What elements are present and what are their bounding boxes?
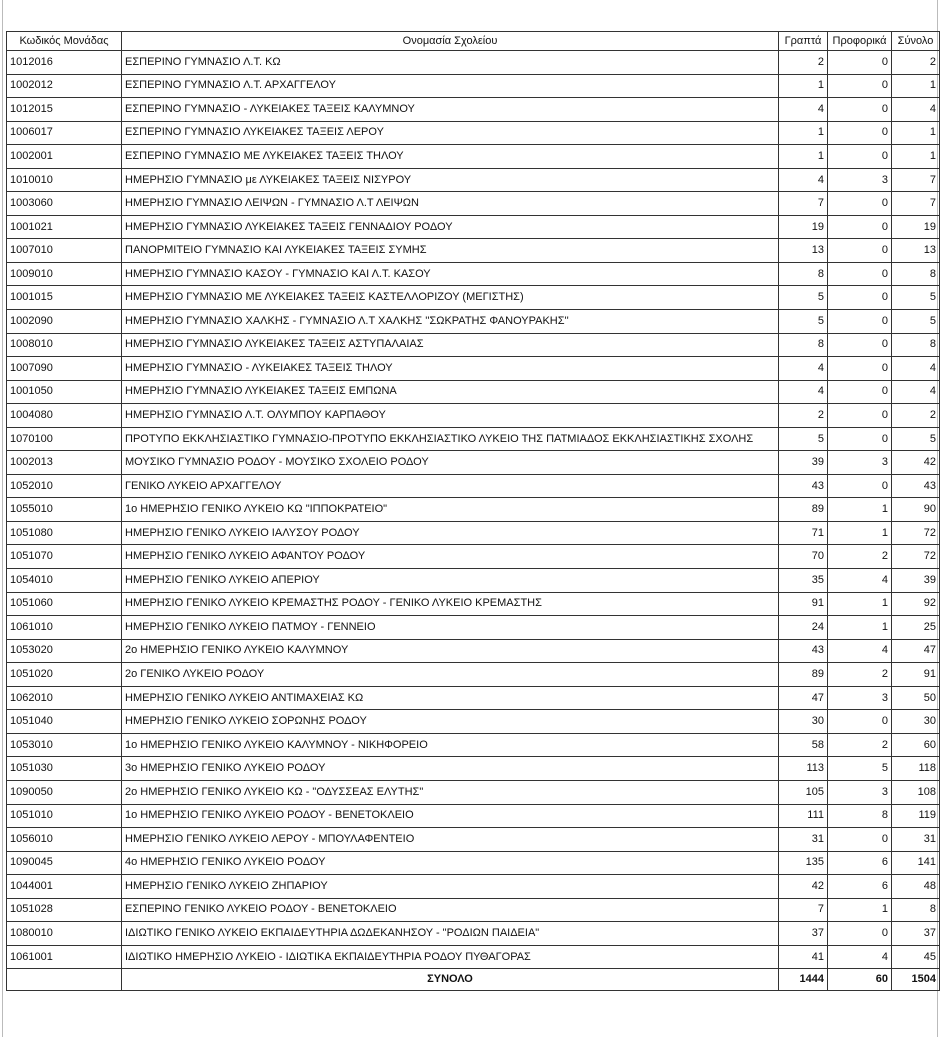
- cell-oral: 8: [828, 804, 892, 828]
- cell-total: 1: [892, 145, 940, 169]
- cell-total: 1: [892, 74, 940, 98]
- cell-school-name: ΠΑΝΟΡΜΙΤΕΙΟ ΓΥΜΝΑΣΙΟ ΚΑΙ ΛΥΚΕΙΑΚΕΣ ΤΑΞΕΙΣ ΣΥΜΗΣ: [122, 239, 779, 263]
- cell-code: 1051060: [7, 592, 122, 616]
- cell-written: 71: [779, 521, 828, 545]
- cell-written: 13: [779, 239, 828, 263]
- cell-code: 1002012: [7, 74, 122, 98]
- table-row: [7, 710, 940, 734]
- cell-school-name: ΙΔΙΩΤΙΚΟ ΓΕΝΙΚΟ ΛΥΚΕΙΟ ΕΚΠΑΙΔΕΥΤΗΡΙΑ ΔΩΔΕΚΑΝΗΣΟΥ - "ΡΟΔΙΩΝ ΠΑΙΔΕΙΑ": [122, 922, 779, 946]
- cell-school-name: ΗΜΕΡΗΣΙΟ ΓΕΝΙΚΟ ΛΥΚΕΙΟ ΖΗΠΑΡΙΟΥ: [122, 875, 779, 899]
- cell-oral: 3: [828, 686, 892, 710]
- cell-school-name: 1ο ΗΜΕΡΗΣΙΟ ΓΕΝΙΚΟ ΛΥΚΕΙΟ ΚΑΛΥΜΝΟΥ - ΝΙΚΗΦΟΡΕΙΟ: [122, 733, 779, 757]
- cell-oral: 1: [828, 616, 892, 640]
- cell-written: 24: [779, 616, 828, 640]
- table-row: [7, 286, 940, 310]
- cell-written: 2: [779, 51, 828, 75]
- cell-code: 1002001: [7, 145, 122, 169]
- table-row: [7, 545, 940, 569]
- cell-code: 1051080: [7, 521, 122, 545]
- cell-total: 60: [892, 733, 940, 757]
- cell-school-name: ΕΣΠΕΡΙΝΟ ΓΥΜΝΑΣΙΟ ΛΥΚΕΙΑΚΕΣ ΤΑΞΕΙΣ ΛΕΡΟΥ: [122, 121, 779, 145]
- table-row: [7, 121, 940, 145]
- table-row: [7, 757, 940, 781]
- cell-total: 7: [892, 168, 940, 192]
- cell-total: 50: [892, 686, 940, 710]
- cell-school-name: ΗΜΕΡΗΣΙΟ ΓΥΜΝΑΣΙΟ ΛΥΚΕΙΑΚΕΣ ΤΑΞΕΙΣ ΕΜΠΩΝΑ: [122, 380, 779, 404]
- cell-written: 42: [779, 875, 828, 899]
- cell-oral: 0: [828, 310, 892, 334]
- cell-code: 1001021: [7, 215, 122, 239]
- table-row: [7, 474, 940, 498]
- cell-written: 47: [779, 686, 828, 710]
- cell-oral: 2: [828, 663, 892, 687]
- cell-total: 4: [892, 357, 940, 381]
- totals-empty-cell: [7, 969, 122, 991]
- cell-code: 1002013: [7, 451, 122, 475]
- cell-school-name: 2ο ΓΕΝΙΚΟ ΛΥΚΕΙΟ ΡΟΔΟΥ: [122, 663, 779, 687]
- cell-oral: 0: [828, 74, 892, 98]
- cell-oral: 5: [828, 757, 892, 781]
- cell-written: 8: [779, 333, 828, 357]
- cell-written: 135: [779, 851, 828, 875]
- cell-total: 92: [892, 592, 940, 616]
- cell-total: 19: [892, 215, 940, 239]
- cell-school-name: ΗΜΕΡΗΣΙΟ ΓΥΜΝΑΣΙΟ ΜΕ ΛΥΚΕΙΑΚΕΣ ΤΑΞΕΙΣ ΚΑΣΤΕΛΛΟΡΙΖΟΥ (ΜΕΓΙΣΤΗΣ): [122, 286, 779, 310]
- cell-code: 1012015: [7, 98, 122, 122]
- cell-total: 5: [892, 286, 940, 310]
- table-body: [7, 51, 940, 969]
- cell-oral: 1: [828, 898, 892, 922]
- cell-code: 1002090: [7, 310, 122, 334]
- cell-code: 1056010: [7, 828, 122, 852]
- cell-oral: 0: [828, 922, 892, 946]
- cell-written: 43: [779, 639, 828, 663]
- totals-total: 1504: [892, 969, 940, 991]
- cell-code: 1051010: [7, 804, 122, 828]
- table-footer: [7, 969, 940, 991]
- cell-code: 1090045: [7, 851, 122, 875]
- cell-total: 2: [892, 404, 940, 428]
- cell-total: 4: [892, 380, 940, 404]
- cell-school-name: ΕΣΠΕΡΙΝΟ ΓΥΜΝΑΣΙΟ - ΛΥΚΕΙΑΚΕΣ ΤΑΞΕΙΣ ΚΑΛΥΜΝΟΥ: [122, 98, 779, 122]
- table-row: [7, 262, 940, 286]
- totals-label: ΣΥΝΟΛΟ: [122, 969, 779, 991]
- cell-code: 1044001: [7, 875, 122, 899]
- cell-school-name: ΙΔΙΩΤΙΚΟ ΗΜΕΡΗΣΙΟ ΛΥΚΕΙΟ - ΙΔΙΩΤΙΚΑ ΕΚΠΑΙΔΕΥΤΗΡΙΑ ΡΟΔΟΥ ΠΥΘΑΓΟΡΑΣ: [122, 945, 779, 969]
- table-row: [7, 922, 940, 946]
- cell-school-name: ΗΜΕΡΗΣΙΟ ΓΥΜΝΑΣΙΟ ΚΑΣΟΥ - ΓΥΜΝΑΣΙΟ ΚΑΙ Λ.Τ. ΚΑΣΟΥ: [122, 262, 779, 286]
- cell-oral: 4: [828, 945, 892, 969]
- header-code: Κωδικός Μονάδας: [7, 32, 122, 51]
- cell-school-name: 1ο ΗΜΕΡΗΣΙΟ ΓΕΝΙΚΟ ΛΥΚΕΙΟ ΡΟΔΟΥ - ΒΕΝΕΤΟΚΛΕΙΟ: [122, 804, 779, 828]
- cell-total: 72: [892, 521, 940, 545]
- cell-written: 4: [779, 168, 828, 192]
- table-row: [7, 427, 940, 451]
- cell-code: 1001050: [7, 380, 122, 404]
- cell-oral: 4: [828, 639, 892, 663]
- cell-code: 1090050: [7, 780, 122, 804]
- cell-total: 5: [892, 310, 940, 334]
- cell-written: 105: [779, 780, 828, 804]
- table-row: [7, 780, 940, 804]
- cell-written: 2: [779, 404, 828, 428]
- cell-code: 1062010: [7, 686, 122, 710]
- cell-written: 113: [779, 757, 828, 781]
- cell-oral: 0: [828, 192, 892, 216]
- table-row: [7, 215, 940, 239]
- cell-code: 1008010: [7, 333, 122, 357]
- cell-code: 1051030: [7, 757, 122, 781]
- cell-code: 1051028: [7, 898, 122, 922]
- cell-written: 19: [779, 215, 828, 239]
- cell-school-name: 1ο ΗΜΕΡΗΣΙΟ ΓΕΝΙΚΟ ΛΥΚΕΙΟ ΚΩ "ΙΠΠΟΚΡΑΤΕΙΟ": [122, 498, 779, 522]
- cell-written: 111: [779, 804, 828, 828]
- cell-total: 1: [892, 121, 940, 145]
- table-row: [7, 192, 940, 216]
- cell-written: 8: [779, 262, 828, 286]
- cell-oral: 6: [828, 875, 892, 899]
- header-row: [7, 32, 940, 51]
- cell-written: 39: [779, 451, 828, 475]
- cell-written: 89: [779, 663, 828, 687]
- cell-oral: 4: [828, 569, 892, 593]
- cell-code: 1003060: [7, 192, 122, 216]
- cell-school-name: ΗΜΕΡΗΣΙΟ ΓΕΝΙΚΟ ΛΥΚΕΙΟ ΣΟΡΩΝΗΣ ΡΟΔΟΥ: [122, 710, 779, 734]
- cell-oral: 0: [828, 828, 892, 852]
- table-row: [7, 945, 940, 969]
- cell-written: 4: [779, 98, 828, 122]
- cell-written: 5: [779, 286, 828, 310]
- cell-school-name: ΕΣΠΕΡΙΝΟ ΓΥΜΝΑΣΙΟ ΜΕ ΛΥΚΕΙΑΚΕΣ ΤΑΞΕΙΣ ΤΗΛΟΥ: [122, 145, 779, 169]
- table-row: [7, 569, 940, 593]
- cell-oral: 0: [828, 121, 892, 145]
- cell-written: 7: [779, 192, 828, 216]
- cell-total: 119: [892, 804, 940, 828]
- cell-code: 1009010: [7, 262, 122, 286]
- cell-written: 1: [779, 145, 828, 169]
- table-header: [7, 32, 940, 51]
- cell-code: 1006017: [7, 121, 122, 145]
- table-row: [7, 828, 940, 852]
- cell-school-name: ΗΜΕΡΗΣΙΟ ΓΥΜΝΑΣΙΟ ΛΥΚΕΙΑΚΕΣ ΤΑΞΕΙΣ ΑΣΤΥΠΑΛΑΙΑΣ: [122, 333, 779, 357]
- cell-oral: 0: [828, 51, 892, 75]
- cell-oral: 3: [828, 451, 892, 475]
- cell-school-name: ΗΜΕΡΗΣΙΟ ΓΕΝΙΚΟ ΛΥΚΕΙΟ ΠΑΤΜΟΥ - ΓΕΝΝΕΙΟ: [122, 616, 779, 640]
- cell-oral: 6: [828, 851, 892, 875]
- cell-school-name: 2ο ΗΜΕΡΗΣΙΟ ΓΕΝΙΚΟ ΛΥΚΕΙΟ ΚΩ - "ΟΔΥΣΣΕΑΣ ΕΛΥΤΗΣ": [122, 780, 779, 804]
- cell-school-name: ΗΜΕΡΗΣΙΟ ΓΥΜΝΑΣΙΟ ΛΕΙΨΩΝ - ΓΥΜΝΑΣΙΟ Λ.Τ ΛΕΙΨΩΝ: [122, 192, 779, 216]
- cell-code: 1004080: [7, 404, 122, 428]
- cell-code: 1051070: [7, 545, 122, 569]
- cell-total: 108: [892, 780, 940, 804]
- cell-total: 118: [892, 757, 940, 781]
- cell-code: 1010010: [7, 168, 122, 192]
- cell-written: 37: [779, 922, 828, 946]
- cell-oral: 0: [828, 215, 892, 239]
- cell-written: 5: [779, 427, 828, 451]
- table-row: [7, 310, 940, 334]
- cell-code: 1053010: [7, 733, 122, 757]
- cell-total: 45: [892, 945, 940, 969]
- cell-code: 1051020: [7, 663, 122, 687]
- cell-written: 30: [779, 710, 828, 734]
- cell-oral: 0: [828, 98, 892, 122]
- cell-oral: 1: [828, 521, 892, 545]
- cell-school-name: ΗΜΕΡΗΣΙΟ ΓΕΝΙΚΟ ΛΥΚΕΙΟ ΙΑΛΥΣΟΥ ΡΟΔΟΥ: [122, 521, 779, 545]
- cell-school-name: 4ο ΗΜΕΡΗΣΙΟ ΓΕΝΙΚΟ ΛΥΚΕΙΟ ΡΟΔΟΥ: [122, 851, 779, 875]
- table-row: [7, 875, 940, 899]
- cell-total: 42: [892, 451, 940, 475]
- table-row: [7, 74, 940, 98]
- cell-school-name: ΕΣΠΕΡΙΝΟ ΓΕΝΙΚΟ ΛΥΚΕΙΟ ΡΟΔΟΥ - ΒΕΝΕΤΟΚΛΕΙΟ: [122, 898, 779, 922]
- cell-total: 47: [892, 639, 940, 663]
- header-oral: Προφορικά: [828, 32, 892, 51]
- table-row: [7, 498, 940, 522]
- cell-school-name: ΗΜΕΡΗΣΙΟ ΓΥΜΝΑΣΙΟ με ΛΥΚΕΙΑΚΕΣ ΤΑΞΕΙΣ ΝΙΣΥΡΟΥ: [122, 168, 779, 192]
- cell-total: 48: [892, 875, 940, 899]
- cell-oral: 0: [828, 239, 892, 263]
- table-row: [7, 404, 940, 428]
- cell-code: 1055010: [7, 498, 122, 522]
- cell-school-name: ΓΕΝΙΚΟ ΛΥΚΕΙΟ ΑΡΧΑΓΓΕΛΟΥ: [122, 474, 779, 498]
- table-row: [7, 145, 940, 169]
- cell-written: 70: [779, 545, 828, 569]
- cell-code: 1053020: [7, 639, 122, 663]
- table-row: [7, 616, 940, 640]
- table-row: [7, 663, 940, 687]
- cell-written: 4: [779, 380, 828, 404]
- cell-oral: 1: [828, 498, 892, 522]
- cell-school-name: ΕΣΠΕΡΙΝΟ ΓΥΜΝΑΣΙΟ Λ.Τ. ΑΡΧΑΓΓΕΛΟΥ: [122, 74, 779, 98]
- cell-oral: 0: [828, 262, 892, 286]
- cell-oral: 1: [828, 592, 892, 616]
- cell-code: 1080010: [7, 922, 122, 946]
- cell-school-name: ΗΜΕΡΗΣΙΟ ΓΥΜΝΑΣΙΟ ΛΥΚΕΙΑΚΕΣ ΤΑΞΕΙΣ ΓΕΝΝΑΔΙΟΥ ΡΟΔΟΥ: [122, 215, 779, 239]
- cell-written: 41: [779, 945, 828, 969]
- cell-written: 91: [779, 592, 828, 616]
- cell-total: 8: [892, 898, 940, 922]
- cell-school-name: 2ο ΗΜΕΡΗΣΙΟ ΓΕΝΙΚΟ ΛΥΚΕΙΟ ΚΑΛΥΜΝΟΥ: [122, 639, 779, 663]
- totals-row: [7, 969, 940, 991]
- cell-oral: 0: [828, 710, 892, 734]
- cell-school-name: 3ο ΗΜΕΡΗΣΙΟ ΓΕΝΙΚΟ ΛΥΚΕΙΟ ΡΟΔΟΥ: [122, 757, 779, 781]
- cell-oral: 0: [828, 145, 892, 169]
- cell-total: 4: [892, 98, 940, 122]
- cell-total: 39: [892, 569, 940, 593]
- table-row: [7, 733, 940, 757]
- cell-oral: 3: [828, 168, 892, 192]
- cell-code: 1061001: [7, 945, 122, 969]
- cell-total: 37: [892, 922, 940, 946]
- cell-total: 72: [892, 545, 940, 569]
- cell-written: 7: [779, 898, 828, 922]
- cell-oral: 0: [828, 427, 892, 451]
- cell-school-name: ΗΜΕΡΗΣΙΟ ΓΥΜΝΑΣΙΟ ΧΑΛΚΗΣ - ΓΥΜΝΑΣΙΟ Λ.Τ ΧΑΛΚΗΣ ''ΣΩΚΡΑΤΗΣ ΦΑΝΟΥΡΑΚΗΣ'': [122, 310, 779, 334]
- totals-written: 1444: [779, 969, 828, 991]
- cell-written: 58: [779, 733, 828, 757]
- cell-total: 5: [892, 427, 940, 451]
- cell-oral: 0: [828, 333, 892, 357]
- cell-school-name: ΗΜΕΡΗΣΙΟ ΓΕΝΙΚΟ ΛΥΚΕΙΟ ΚΡΕΜΑΣΤΗΣ ΡΟΔΟΥ - ΓΕΝΙΚΟ ΛΥΚΕΙΟ ΚΡΕΜΑΣΤΗΣ: [122, 592, 779, 616]
- cell-school-name: ΗΜΕΡΗΣΙΟ ΓΕΝΙΚΟ ΛΥΚΕΙΟ ΑΠΕΡΙΟΥ: [122, 569, 779, 593]
- cell-school-name: ΗΜΕΡΗΣΙΟ ΓΕΝΙΚΟ ΛΥΚΕΙΟ ΛΕΡΟΥ - ΜΠΟΥΛΑΦΕΝΤΕΙΟ: [122, 828, 779, 852]
- cell-school-name: ΜΟΥΣΙΚΟ ΓΥΜΝΑΣΙΟ ΡΟΔΟΥ - ΜΟΥΣΙΚΟ ΣΧΟΛΕΙΟ ΡΟΔΟΥ: [122, 451, 779, 475]
- table-row: [7, 380, 940, 404]
- cell-total: 25: [892, 616, 940, 640]
- cell-total: 7: [892, 192, 940, 216]
- cell-code: 1052010: [7, 474, 122, 498]
- cell-written: 5: [779, 310, 828, 334]
- cell-oral: 0: [828, 474, 892, 498]
- cell-total: 13: [892, 239, 940, 263]
- table-row: [7, 804, 940, 828]
- cell-total: 2: [892, 51, 940, 75]
- cell-code: 1061010: [7, 616, 122, 640]
- table-row: [7, 851, 940, 875]
- header-written: Γραπτά: [779, 32, 828, 51]
- table-row: [7, 168, 940, 192]
- table-row: [7, 686, 940, 710]
- cell-school-name: ΗΜΕΡΗΣΙΟ ΓΕΝΙΚΟ ΛΥΚΕΙΟ ΑΦΑΝΤΟΥ ΡΟΔΟΥ: [122, 545, 779, 569]
- table-row: [7, 98, 940, 122]
- table-row: [7, 333, 940, 357]
- cell-code: 1007010: [7, 239, 122, 263]
- cell-oral: 0: [828, 404, 892, 428]
- table-row: [7, 639, 940, 663]
- table-row: [7, 592, 940, 616]
- cell-oral: 0: [828, 286, 892, 310]
- table-row: [7, 451, 940, 475]
- cell-written: 31: [779, 828, 828, 852]
- cell-code: 1070100: [7, 427, 122, 451]
- cell-written: 89: [779, 498, 828, 522]
- cell-code: 1051040: [7, 710, 122, 734]
- cell-total: 141: [892, 851, 940, 875]
- table-row: [7, 239, 940, 263]
- cell-oral: 3: [828, 780, 892, 804]
- cell-code: 1054010: [7, 569, 122, 593]
- cell-written: 35: [779, 569, 828, 593]
- header-school-name: Ονομασία Σχολείου: [122, 32, 779, 51]
- cell-total: 8: [892, 333, 940, 357]
- cell-oral: 0: [828, 380, 892, 404]
- cell-school-name: ΗΜΕΡΗΣΙΟ ΓΥΜΝΑΣΙΟ Λ.Τ. ΟΛΥΜΠΟΥ ΚΑΡΠΑΘΟΥ: [122, 404, 779, 428]
- cell-oral: 2: [828, 545, 892, 569]
- cell-total: 43: [892, 474, 940, 498]
- cell-code: 1012016: [7, 51, 122, 75]
- cell-school-name: ΗΜΕΡΗΣΙΟ ΓΕΝΙΚΟ ΛΥΚΕΙΟ ΑΝΤΙΜΑΧΕΙΑΣ ΚΩ: [122, 686, 779, 710]
- cell-school-name: ΠΡΟΤΥΠΟ ΕΚΚΛΗΣΙΑΣΤΙΚΟ ΓΥΜΝΑΣΙΟ-ΠΡΟΤΥΠΟ ΕΚΚΛΗΣΙΑΣΤΙΚΟ ΛΥΚΕΙΟ ΤΗΣ ΠΑΤΜΙΑΔΟΣ ΕΚΚΛΗΣΙΑΣΤΙΚΗΣ ΣΧΟΛΗΣ: [122, 427, 779, 451]
- cell-school-name: ΗΜΕΡΗΣΙΟ ΓΥΜΝΑΣΙΟ - ΛΥΚΕΙΑΚΕΣ ΤΑΞΕΙΣ ΤΗΛΟΥ: [122, 357, 779, 381]
- cell-written: 1: [779, 74, 828, 98]
- header-total: Σύνολο: [892, 32, 940, 51]
- cell-total: 30: [892, 710, 940, 734]
- school-results-table: [6, 31, 940, 991]
- cell-total: 8: [892, 262, 940, 286]
- table-row: [7, 898, 940, 922]
- table-row: [7, 357, 940, 381]
- cell-code: 1001015: [7, 286, 122, 310]
- cell-school-name: ΕΣΠΕΡΙΝΟ ΓΥΜΝΑΣΙΟ Λ.Τ. ΚΩ: [122, 51, 779, 75]
- cell-oral: 0: [828, 357, 892, 381]
- cell-written: 4: [779, 357, 828, 381]
- cell-oral: 2: [828, 733, 892, 757]
- cell-total: 31: [892, 828, 940, 852]
- cell-code: 1007090: [7, 357, 122, 381]
- totals-oral: 60: [828, 969, 892, 991]
- table-row: [7, 521, 940, 545]
- cell-total: 90: [892, 498, 940, 522]
- table-row: [7, 51, 940, 75]
- cell-written: 43: [779, 474, 828, 498]
- cell-written: 1: [779, 121, 828, 145]
- cell-total: 91: [892, 663, 940, 687]
